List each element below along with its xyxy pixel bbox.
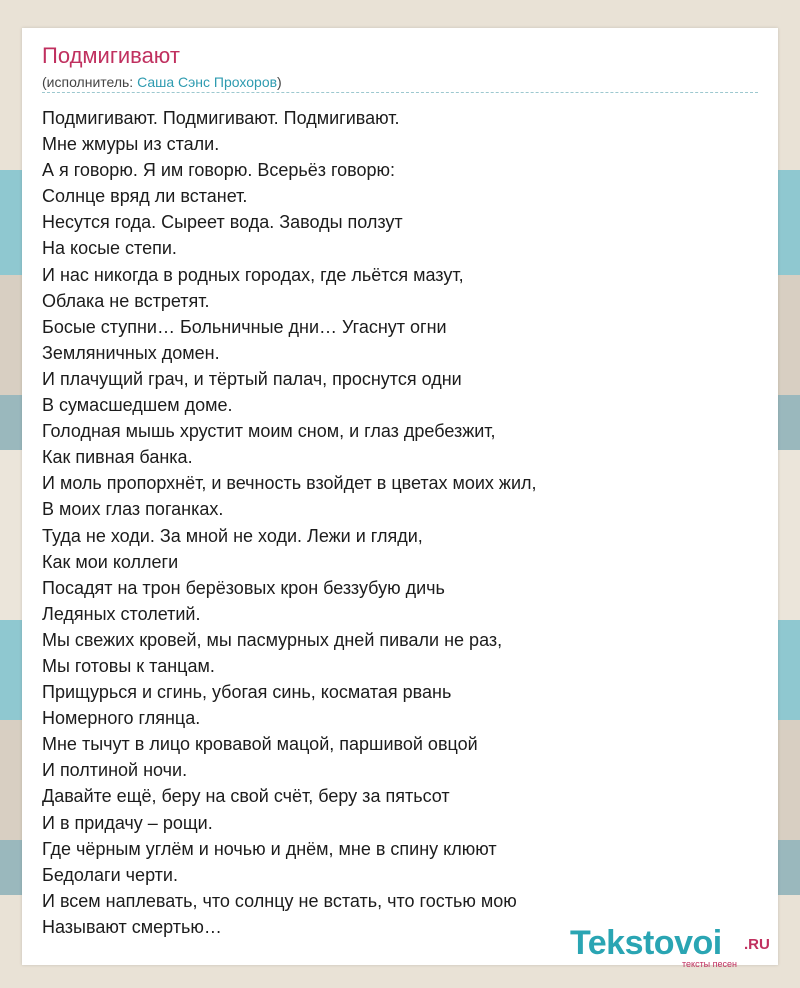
lyric-line: Где чёрным углём и ночью и днём, мне в спину клюют — [42, 838, 497, 859]
divider — [42, 92, 758, 93]
logo-subtitle: тексты песен — [682, 959, 738, 969]
lyric-line: Давайте ещё, беру на свой счёт, беру за пятьсот — [42, 786, 450, 807]
lyric-line: Туда не ходи. За мной не ходи. Лежи и гляди, — [42, 525, 423, 546]
lyric-line: Земляничных домен. — [42, 342, 220, 363]
lyric-line: В сумасшедшем доме. — [42, 395, 233, 416]
lyric-line: Несутся года. Сыреет вода. Заводы ползут — [42, 212, 403, 233]
logo-wordmark: Tekstovoi — [570, 924, 722, 962]
lyric-line: На косые степи. — [42, 238, 177, 259]
artist-link[interactable]: Саша Сэнс Прохоров — [137, 74, 278, 90]
lyric-line: Босые ступни… Больничные дни… Угаснут огни — [42, 316, 447, 337]
lyric-line: Подмигивают. Подмигивают. Подмигивают. — [42, 108, 400, 128]
logo-tld: .RU — [744, 936, 770, 953]
artist-line — [42, 74, 282, 90]
site-logo[interactable] — [570, 924, 780, 968]
lyric-line: И плачущий грач, и тёртый палач, проснутся одни — [42, 368, 462, 389]
lyric-line: И нас никогда в родных городах, где льётся мазут, — [42, 264, 464, 285]
lyric-line: Называют смертью… — [42, 916, 222, 937]
lyric-line: Мне тычут в лицо кровавой мацой, паршивой овцой — [42, 734, 478, 755]
artist-suffix: ) — [277, 74, 282, 90]
lyric-line: Мне жмуры из стали. — [42, 134, 220, 155]
lyric-line: Посадят на трон берёзовых крон беззубую дичь — [42, 577, 445, 598]
lyric-line: Прищурься и сгинь, убогая синь, косматая рвань — [42, 682, 452, 703]
lyric-line: И моль пропорхнёт, и вечность взойдет в цветах моих жил, — [42, 473, 537, 494]
song-title: Подмигивают — [42, 43, 180, 68]
lyrics-text — [42, 105, 537, 940]
lyric-line: Облака не встретят. — [42, 290, 210, 311]
lyric-line: Ледяных столетий. — [42, 603, 201, 624]
lyric-line: И полтиной ночи. — [42, 760, 188, 781]
lyric-line: И всем наплевать, что солнцу не встать, что гостью мою — [42, 890, 517, 911]
lyric-line: Мы готовы к танцам. — [42, 655, 215, 676]
lyric-line: В моих глаз поганках. — [42, 499, 224, 520]
lyric-line: Солнце вряд ли встанет. — [42, 186, 248, 207]
lyrics-card — [22, 28, 778, 969]
lyric-line: И в придачу – рощи. — [42, 812, 213, 833]
lyric-line: Бедолаги черти. — [42, 864, 178, 885]
lyric-line: Как мои коллеги — [42, 551, 179, 572]
lyric-line: Как пивная банка. — [42, 447, 193, 468]
lyric-line: Мы свежих кровей, мы пасмурных дней пивали не раз, — [42, 629, 503, 650]
lyric-line: А я говорю. Я им говорю. Всерьёз говорю: — [42, 160, 396, 181]
artist-prefix: (исполнитель: — [42, 74, 138, 90]
lyric-line: Номерного глянца. — [42, 708, 201, 729]
lyric-line: Голодная мышь хрустит моим сном, и глаз дребезжит, — [42, 421, 496, 442]
